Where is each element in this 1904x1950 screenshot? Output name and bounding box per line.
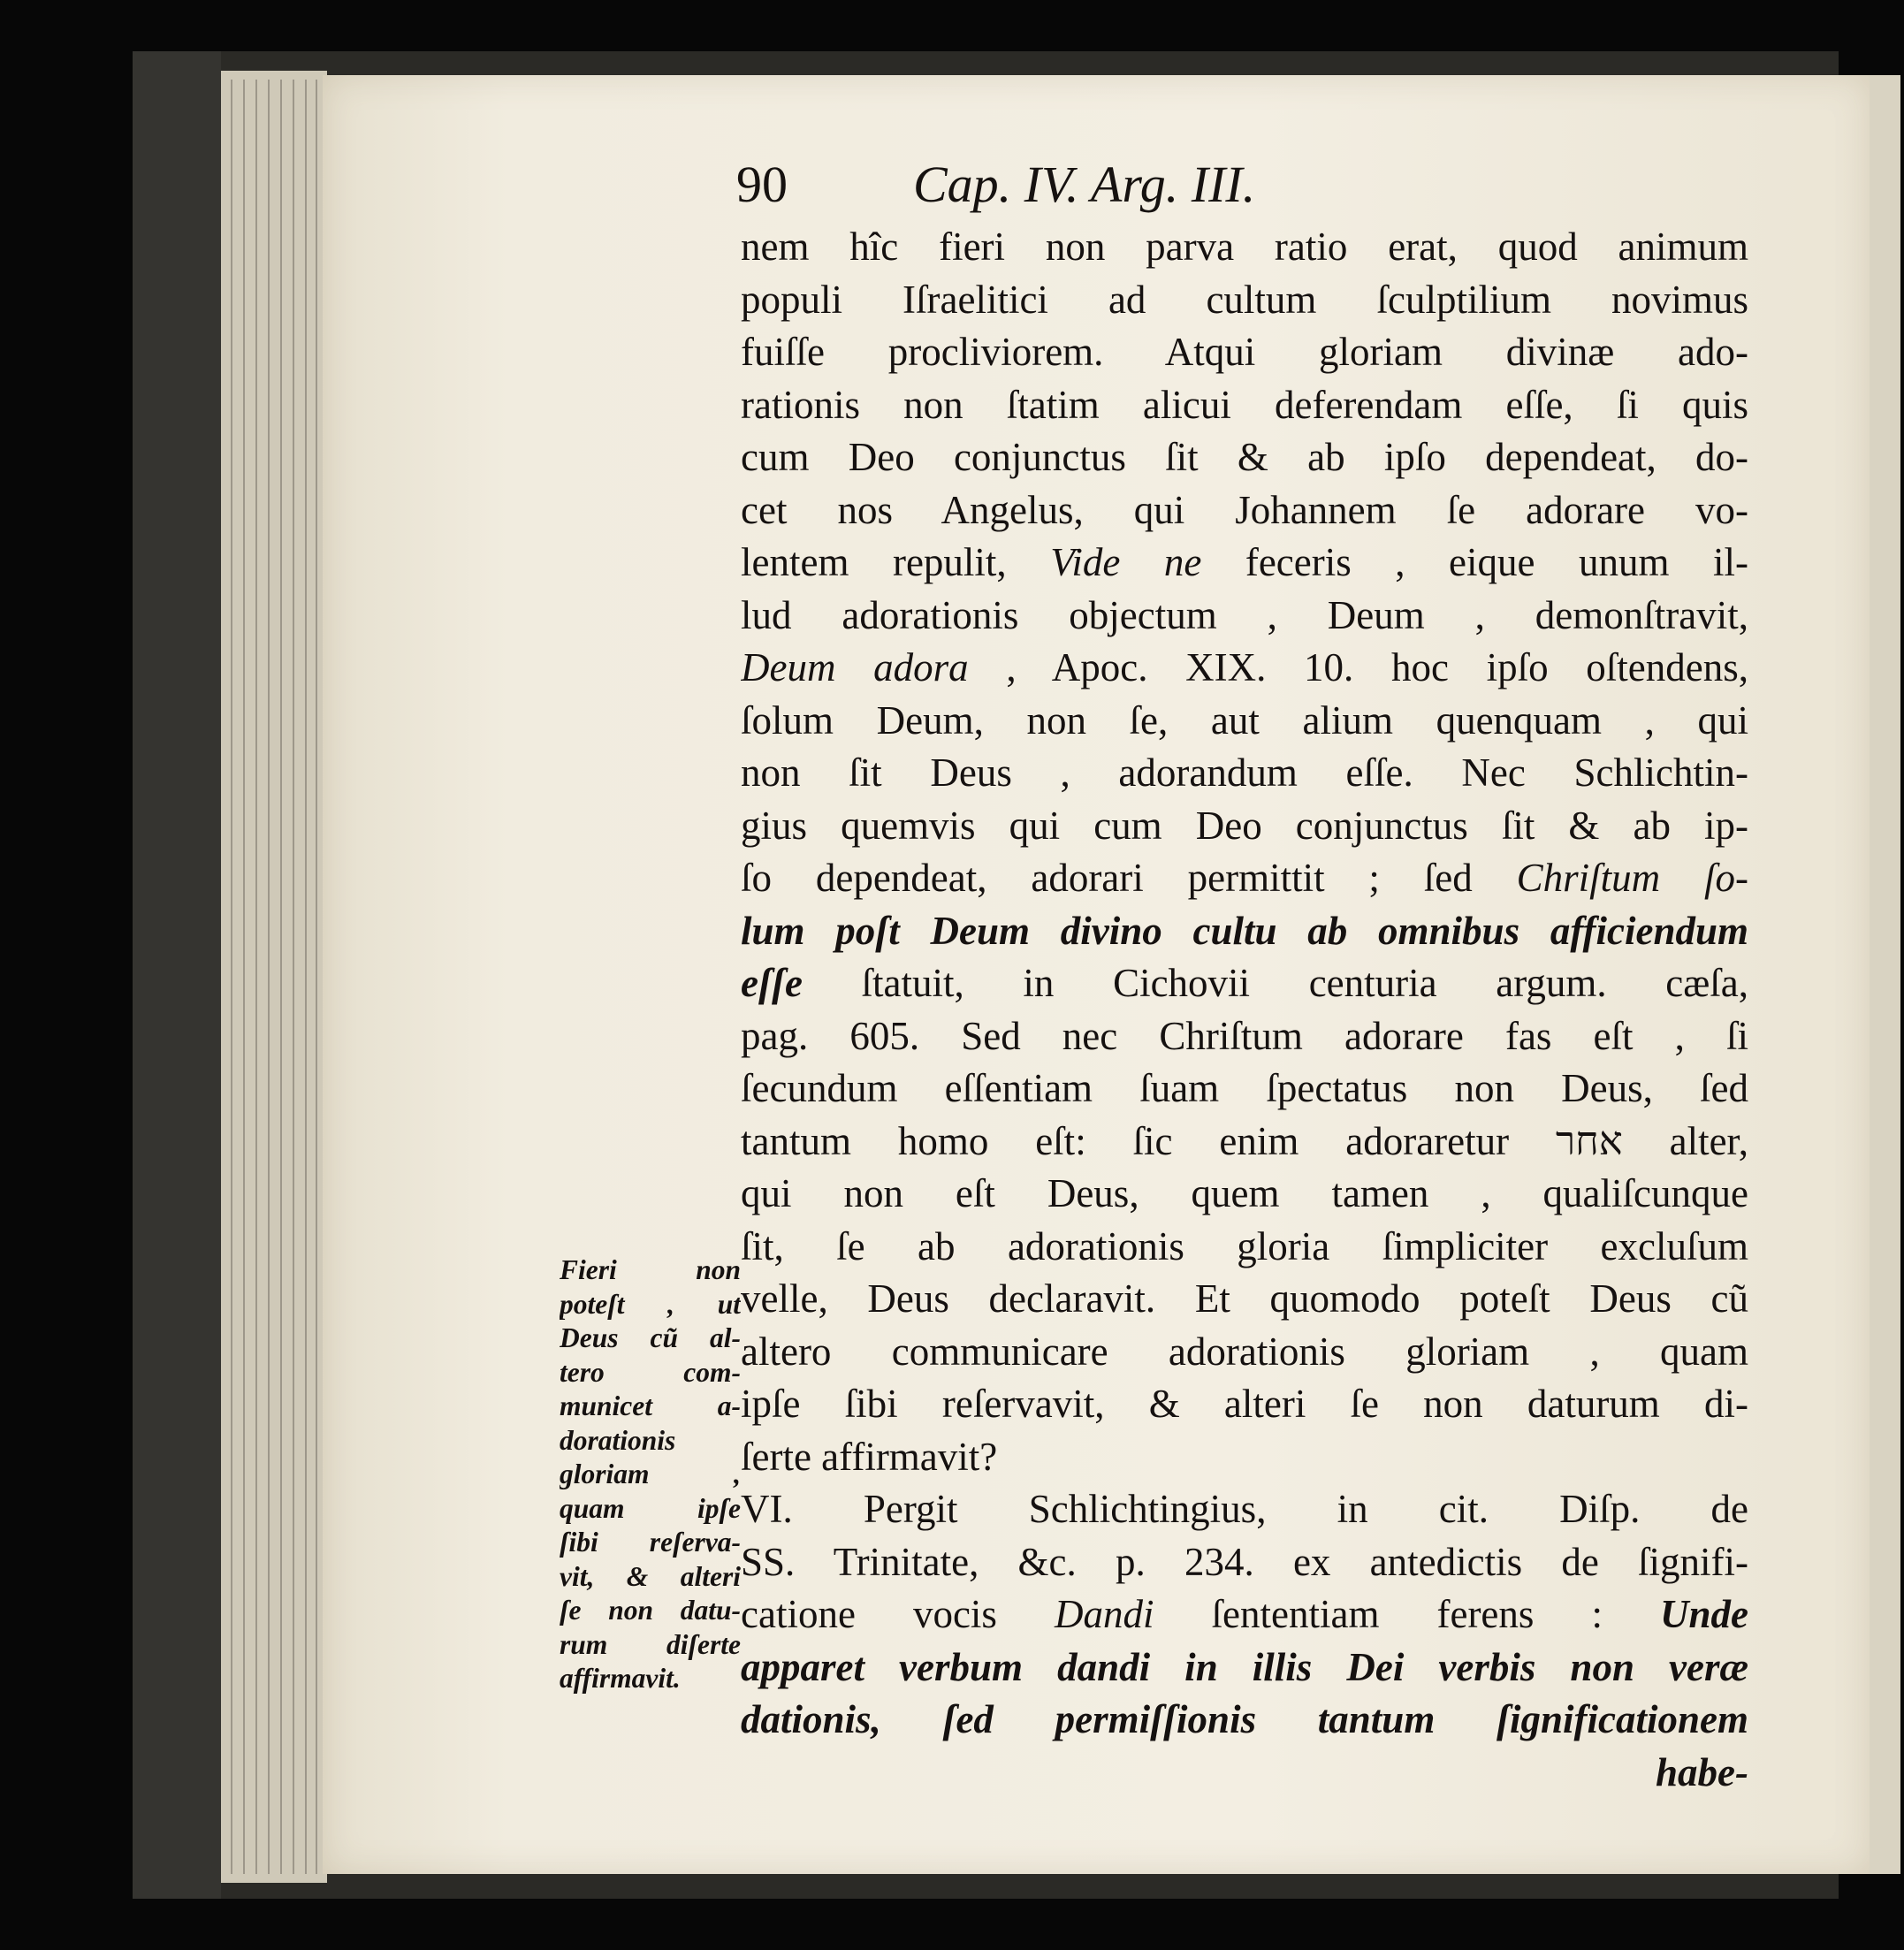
text-line	[741, 747, 1748, 800]
text-line	[741, 1116, 1748, 1169]
text-run: Unde	[1659, 1592, 1748, 1636]
text-run: lum poſt Deum divino cultu ab omnibus afficiendum	[741, 908, 1748, 953]
margin-note-line: poteſt , ut	[560, 1288, 741, 1320]
text-line	[741, 1483, 1748, 1536]
text-run: lentem repulit,	[741, 540, 1051, 584]
margin-note-line: vit, & alteri	[560, 1560, 741, 1592]
text-run: ſecundum eſſentiam ſuam ſpectatus non Deus, ſed	[741, 1066, 1748, 1110]
text-line	[741, 1431, 1748, 1484]
text-run: ſo dependeat, adorari permittit ; ſed	[741, 856, 1517, 900]
text-run: Vide ne	[1050, 540, 1202, 584]
text-run: pag. 605. Sed nec Chriſtum adorare fas eſt , ſi	[741, 1013, 1748, 1058]
margin-note-line: municet a-	[560, 1390, 741, 1421]
text-run: feceris , eique unum il-	[1201, 540, 1748, 584]
page-number: 90	[736, 156, 788, 213]
text-run: ſerte affirmavit?	[741, 1434, 998, 1479]
text-run: non ſit Deus , adorandum eſſe. Nec Schlichtin-	[741, 750, 1748, 795]
body-text	[741, 221, 1748, 1799]
text-run: cet nos Angelus, qui Johannem ſe adorare vo-	[741, 487, 1748, 532]
page-header	[736, 155, 1532, 225]
text-line	[741, 905, 1748, 958]
text-line	[741, 1168, 1748, 1221]
text-line	[741, 537, 1748, 590]
text-line	[741, 484, 1748, 537]
text-line	[741, 852, 1748, 905]
text-run: lud adorationis objectum , Deum , demonſtravit,	[741, 592, 1748, 637]
text-line	[741, 379, 1748, 432]
text-run: fuiſſe procliviorem. Atqui gloriam divinæ ado-	[741, 330, 1748, 374]
text-run: qui non eſt Deus, quem tamen , qualiſcunque	[741, 1171, 1748, 1215]
margin-note-line: tero com-	[560, 1356, 741, 1388]
margin-note-line: quam ipſe	[560, 1492, 741, 1524]
margin-note-line: Deus cũ al-	[560, 1322, 741, 1353]
text-run: rationis non ſtatim alicui deferendam eſſe, ſi quis	[741, 382, 1748, 427]
text-line	[741, 957, 1748, 1010]
facing-page-edge	[1865, 75, 1900, 1874]
text-line	[741, 642, 1748, 695]
text-run: catione vocis	[741, 1592, 1055, 1636]
text-run: dationis, ſed permiſſionis tantum ſignificationem	[741, 1697, 1748, 1741]
margin-note-line: gloriam ,	[560, 1459, 741, 1489]
text-line	[741, 1747, 1748, 1800]
margin-note-line: dorationis	[560, 1424, 676, 1456]
text-run: Deum adora	[741, 645, 969, 689]
text-run: nem hîc fieri non parva ratio erat, quod animum	[741, 225, 1748, 269]
margin-note-line: ſibi reſerva-	[560, 1527, 741, 1558]
running-head: Cap. IV. Arg. III.	[913, 156, 1256, 213]
margin-note-line: Fieri non	[560, 1254, 741, 1285]
text-run: apparet verbum dandi in illis Dei verbis non veræ	[741, 1644, 1748, 1689]
text-run: populi Iſraelitici ad cultum ſculptilium novimus	[741, 277, 1748, 322]
text-run: altero communicare adorationis gloriam , quam	[741, 1329, 1748, 1374]
text-line	[741, 1063, 1748, 1116]
text-line	[741, 800, 1748, 853]
margin-note	[560, 1253, 741, 1696]
text-line	[741, 1326, 1748, 1379]
text-line	[741, 274, 1748, 327]
text-line	[741, 1378, 1748, 1431]
text-line	[741, 1588, 1748, 1642]
text-line	[741, 326, 1748, 379]
text-line	[741, 1694, 1748, 1747]
text-run: ſententiam ferens :	[1154, 1592, 1660, 1636]
text-run: ſolum Deum, non ſe, aut alium quenquam , qui	[741, 697, 1748, 743]
margin-note-line: rum diſerte	[560, 1628, 741, 1660]
text-run: ſit, ſe ab adorationis gloria ſimpliciter excluſum	[741, 1223, 1748, 1268]
text-run: ipſe ſibi reſervavit, & alteri ſe non daturum di-	[741, 1382, 1748, 1426]
text-run: , Apoc. XIX. 10. hoc ipſo oſtendens,	[968, 645, 1748, 689]
text-run: cum Deo conjunctus ſit & ab ipſo dependeat, do-	[741, 435, 1748, 479]
text-line	[741, 221, 1748, 274]
text-line	[741, 1536, 1748, 1589]
text-line	[741, 431, 1748, 484]
text-line	[741, 1221, 1748, 1274]
page-edges	[221, 71, 327, 1883]
margin-note-line: affirmavit.	[560, 1663, 681, 1694]
text-run: eſſe	[741, 961, 803, 1005]
text-run: VI. Pergit Schlichtingius, in cit. Diſp. de	[741, 1487, 1748, 1531]
text-run: Chriſtum ſo-	[1516, 856, 1748, 900]
text-line	[741, 590, 1748, 643]
text-run: SS. Trinitate, &c. p. 234. ex antedictis de ſignifi-	[741, 1539, 1748, 1584]
text-run: ſtatuit, in Cichovii centuria argum. cæſa,	[802, 961, 1748, 1005]
text-run: velle, Deus declaravit. Et quomodo poteſt Deus cũ	[741, 1276, 1748, 1321]
text-run: habe-	[1656, 1749, 1748, 1794]
margin-note-line: ſe non datu-	[560, 1595, 741, 1626]
text-run: tantum homo eſt: ſic enim adoraretur אחר alter,	[741, 1118, 1748, 1163]
text-run: gius quemvis qui cum Deo conjunctus ſit & ab ip-	[741, 803, 1748, 848]
text-line	[741, 1010, 1748, 1063]
text-line	[741, 1642, 1748, 1695]
text-line	[741, 695, 1748, 748]
text-line	[741, 1273, 1748, 1326]
text-run: Dandi	[1054, 1592, 1154, 1636]
